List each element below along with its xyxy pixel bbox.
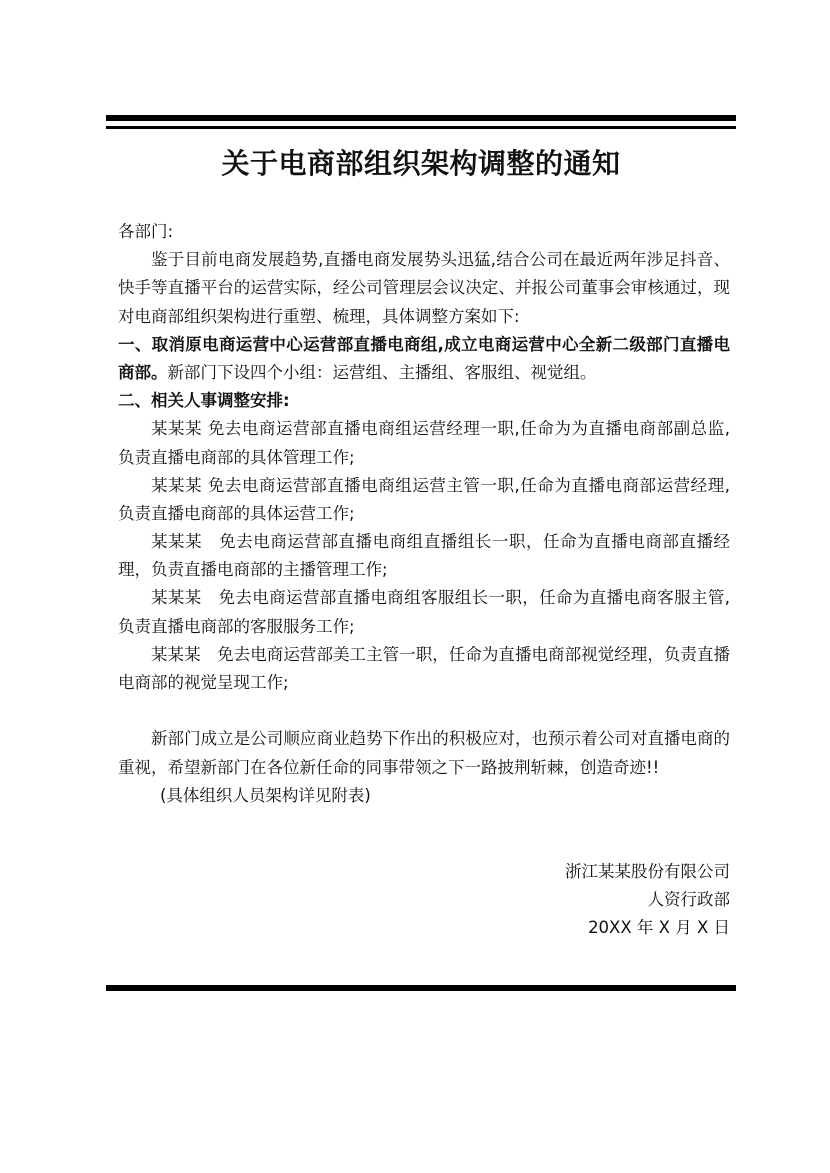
item1-line [118, 331, 730, 359]
top-thick-rule [106, 115, 736, 121]
closing-line: 新部门成立是公司顺应商业趋势下作出的积极应对，也预示着公司对直播电商的 [151, 729, 730, 749]
item1-bold: 商部。 [118, 362, 168, 382]
appointment-line: 负责直播电商部的具体管理工作; [118, 447, 355, 467]
attachment-note: (具体组织人员架构详见附表) [160, 785, 371, 805]
item1-text: 新部门下设四个小组：运营组、主播组、客服组、视觉组。 [167, 362, 597, 382]
item2-heading-text: 二、相关人事调整安排: [118, 391, 290, 411]
signature-date: 20XX 年 X 月 X 日 [588, 918, 730, 938]
signature-department: 人资行政部 [647, 890, 730, 910]
item1-bold: 一、取消原电商运营中心运营部直播电商组,成立电商运营中心全新二级部门直播电 [118, 334, 730, 354]
bottom-thick-rule [106, 985, 736, 991]
salutation: 各部门: [118, 222, 174, 241]
appointment-line: 某某某 免去电商运营部直播电商组运营主管一职,任命为直播电商部运营经理, [151, 475, 730, 495]
appointment-line: 理，负责直播电商部的主播管理工作; [118, 560, 388, 580]
document-body [118, 218, 730, 810]
closing-line: 重视，希望新部门在各位新任命的同事带领之下一路披荆斩棘，创造奇迹!! [118, 757, 660, 777]
top-thin-rule [106, 126, 736, 129]
appointment-line: 电商部的视觉呈现工作; [118, 673, 289, 692]
item1-line [118, 359, 730, 387]
intro-line: 对电商部组织架构进行重塑、梳理，具体调整方案如下: [118, 306, 520, 326]
intro-line: 快手等直播平台的运营实际，经公司管理层会议决定、并报公司董事会审核通过，现 [118, 278, 730, 298]
appointment-line: 某某某 免去电商运营部直播电商组直播组长一职，任命为直播电商部直播经 [151, 532, 730, 552]
page-title: 关于电商部组织架构调整的通知 [221, 147, 621, 180]
appointment-line: 负责直播电商部的客服服务工作; [118, 616, 355, 636]
appointment-line: 负责直播电商部的具体运营工作; [118, 503, 355, 523]
appointment-line: 某某某 免去电商运营部直播电商组运营经理一职,任命为为直播电商部副总监, [151, 419, 730, 439]
blank-line [118, 697, 730, 725]
signature-block [565, 858, 730, 943]
signature-company: 浙江某某股份有限公司 [565, 862, 730, 881]
item2-heading [118, 387, 730, 415]
appointment-line: 某某某 免去电商运营部美工主管一职，任命为直播电商部视觉经理，负责直播 [151, 644, 730, 664]
appointment-line: 某某某 免去电商运营部直播电商组客服组长一职，任命为直播电商客服主管, [151, 588, 730, 608]
intro-line: 鉴于目前电商发展趋势,直播电商发展势头迅猛,结合公司在最近两年涉足抖音、 [151, 250, 730, 270]
